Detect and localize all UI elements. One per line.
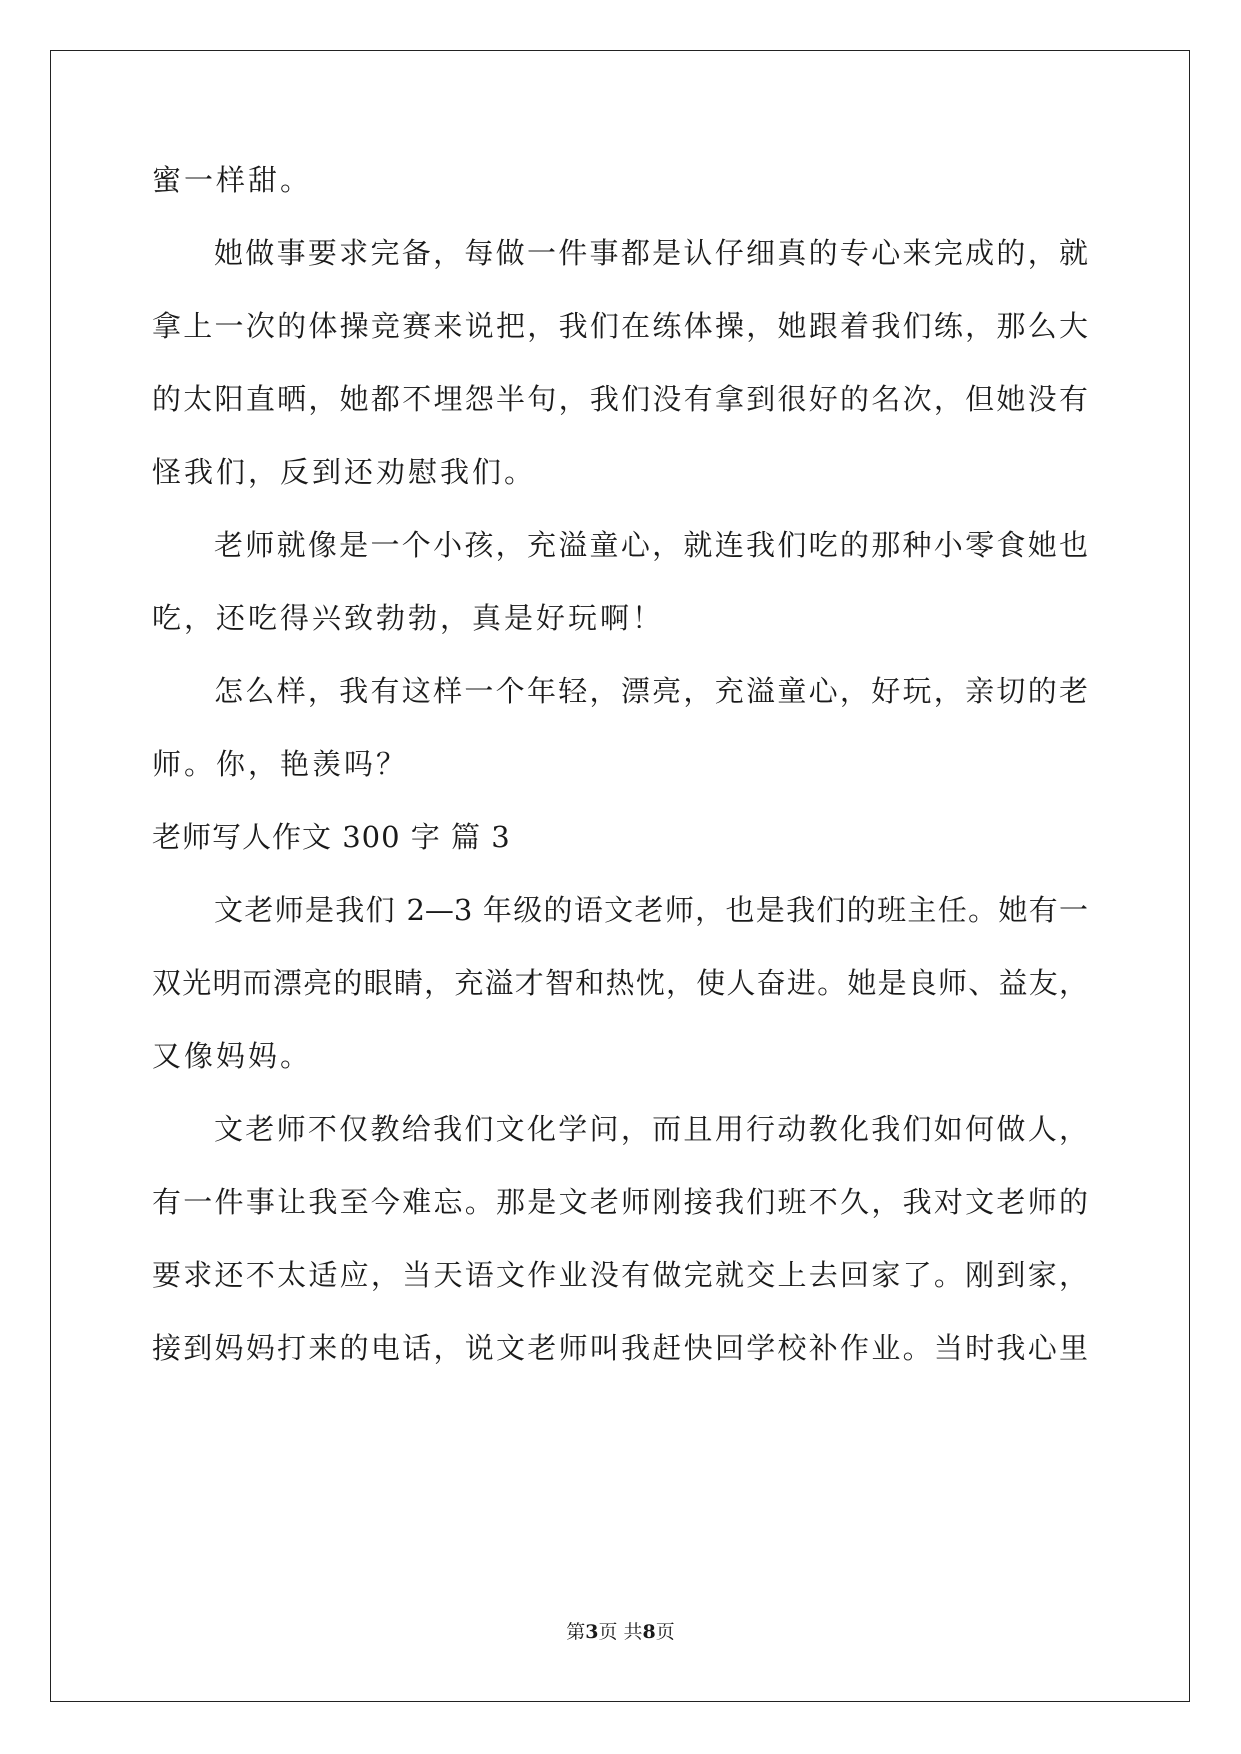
- text-line: 蜜一样甜。: [152, 163, 313, 197]
- page-suffix: 页: [655, 1621, 675, 1643]
- section-heading: 老师写人作文 300 字 篇 3: [152, 820, 511, 854]
- paragraph-first-line: 她做事要求完备，每做一件事都是认仔细真的专心来完成的，就: [214, 236, 1088, 270]
- text-line: 吃，还吃得兴致勃勃，真是好玩啊！: [152, 601, 665, 635]
- text-line: 师。你，艳羡吗？: [152, 747, 409, 781]
- paragraph-first-line: 文老师是我们 2—3 年级的语文老师，也是我们的班主任。她有一: [214, 893, 1088, 927]
- text-line: 双光明而漂亮的眼睛，充溢才智和热忱，使人奋进。她是良师、益友，: [152, 966, 1088, 1000]
- page-border: [50, 50, 1190, 1702]
- page-middle: 页 共: [598, 1621, 643, 1643]
- text-line: 拿上一次的体操竞赛来说把，我们在练体操，她跟着我们练，那么大: [152, 309, 1088, 343]
- paragraph-first-line: 老师就像是一个小孩，充溢童心，就连我们吃的那种小零食她也: [214, 528, 1088, 562]
- paragraph-first-line: 怎么样，我有这样一个年轻，漂亮，充溢童心，好玩，亲切的老: [214, 674, 1088, 708]
- text-line: 要求还不太适应，当天语文作业没有做完就交上去回家了。刚到家，: [152, 1258, 1088, 1292]
- page-number-footer: [0, 1617, 1241, 1644]
- text-line: 又像妈妈。: [152, 1039, 313, 1073]
- page-prefix: 第: [566, 1621, 586, 1643]
- current-page-number: 3: [585, 1621, 599, 1643]
- text-line: 的太阳直晒，她都不埋怨半句，我们没有拿到很好的名次，但她没有: [152, 382, 1088, 416]
- text-line: 接到妈妈打来的电话，说文老师叫我赶快回学校补作业。当时我心里: [152, 1331, 1088, 1365]
- paragraph-first-line: 文老师不仅教给我们文化学问，而且用行动教化我们如何做人，: [214, 1112, 1088, 1146]
- text-line: 有一件事让我至今难忘。那是文老师刚接我们班不久，我对文老师的: [152, 1185, 1088, 1219]
- total-page-number: 8: [642, 1621, 656, 1643]
- text-line: 怪我们，反到还劝慰我们。: [152, 455, 537, 489]
